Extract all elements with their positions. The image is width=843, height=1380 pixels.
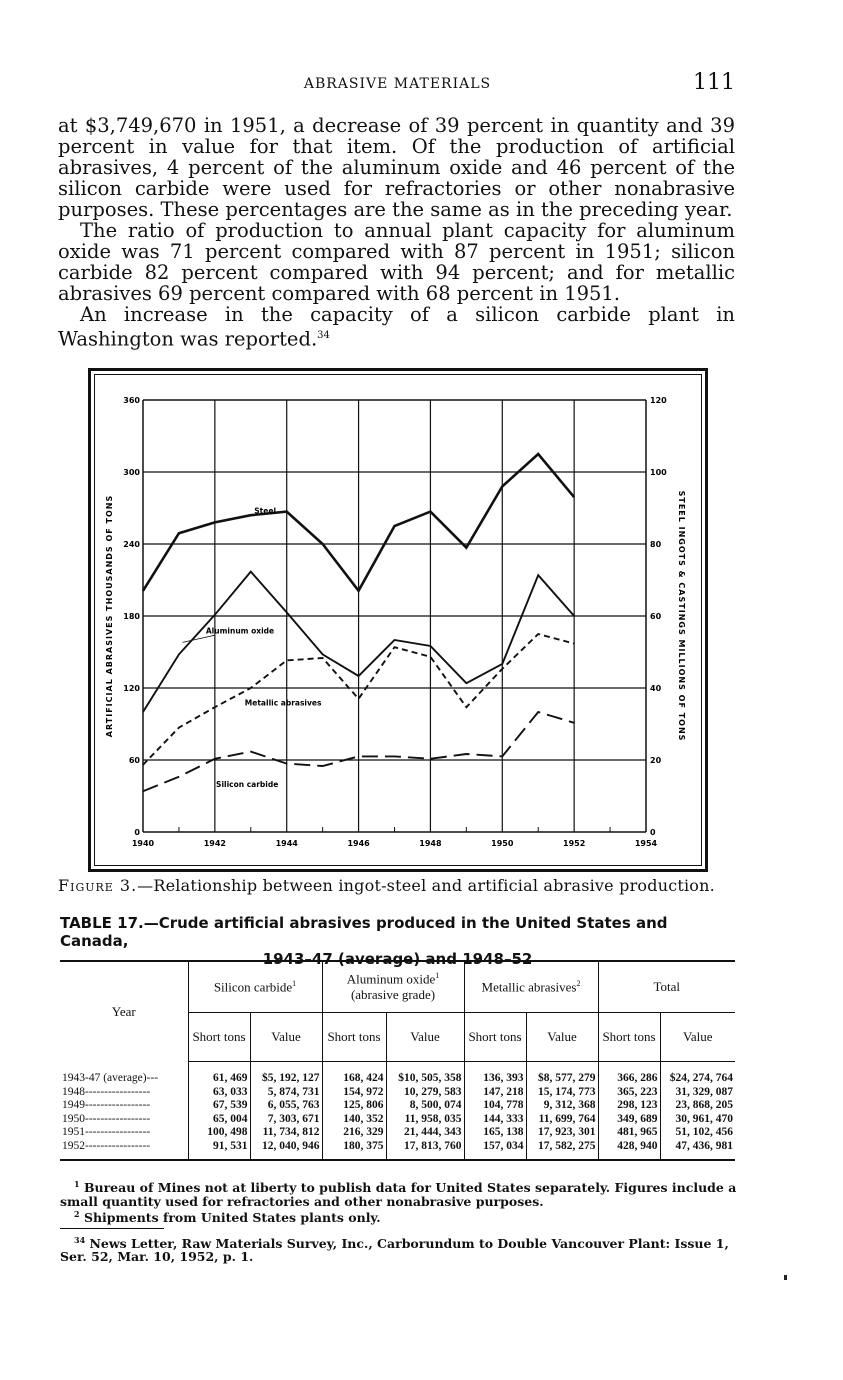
table-cell: 8, 500, 074	[386, 1099, 464, 1113]
subheader-value: Value	[386, 1013, 464, 1062]
group-header-silicon-carbide: Silicon carbide$^1$	[188, 961, 322, 1013]
subheader-value: Value	[526, 1013, 598, 1062]
table-cell: 23, 868, 205	[660, 1099, 735, 1113]
table-cell: 21, 444, 343	[386, 1126, 464, 1140]
y-tick-label: 300	[123, 468, 140, 477]
table-title-line-1: TABLE 17.—Crude artificial abrasives produced in the United States and Canada,	[60, 914, 668, 950]
table-cell: 67, 539	[188, 1099, 250, 1113]
table-cell: $10, 505, 358	[386, 1072, 464, 1086]
group-header-metallic-abrasives: Metallic abrasives$^2$	[464, 961, 598, 1013]
x-tick-label: 1954	[634, 839, 658, 848]
row-year: 1951-----------------	[62, 1126, 151, 1138]
table-cell: 63, 033	[188, 1086, 250, 1100]
table-cell: 7, 303, 671	[250, 1113, 322, 1127]
running-head: ABRASIVE MATERIALS	[303, 76, 492, 92]
page-number: 111	[693, 70, 735, 95]
series-label: Silicon carbide	[216, 780, 279, 789]
series-label: Steel	[254, 506, 277, 516]
group-header-aluminum-oxide: Aluminum oxide$^1$ (abrasive grade)	[322, 961, 464, 1013]
y2-tick-label: 20	[650, 756, 662, 765]
table-cell: 125, 806	[322, 1099, 386, 1113]
row-year: 1948-----------------	[62, 1085, 151, 1098]
table-title-line-2: 1943–47 (average) and 1948–52	[262, 950, 533, 968]
y2-tick-label: 120	[650, 396, 667, 405]
subheader-value: Value	[660, 1013, 735, 1062]
table-cell: 11, 958, 035	[386, 1113, 464, 1127]
table-cell: 349, 689	[598, 1113, 660, 1127]
table-cell: 481, 965	[598, 1126, 660, 1140]
table-body	[60, 1062, 735, 1162]
table-row	[60, 1086, 735, 1100]
table-cell: 366, 286	[598, 1072, 660, 1086]
table-cell: 154, 972	[322, 1086, 386, 1100]
table-cell: 17, 813, 760	[386, 1140, 464, 1161]
table-cell: 100, 498	[188, 1126, 250, 1140]
y-tick-label: 180	[123, 612, 140, 621]
print-speck	[784, 1275, 787, 1280]
table-cell: 216, 329	[322, 1126, 386, 1140]
y2-axis-label: STEEL INGOTS & CASTINGS MILLIONS OF TONS	[677, 490, 686, 742]
table-cell: 180, 375	[322, 1140, 386, 1161]
series-label: Metallic abrasives	[244, 698, 322, 708]
table-cell: 365, 223	[598, 1086, 660, 1100]
y-tick-label: 360	[123, 396, 140, 405]
table-row	[60, 1140, 735, 1161]
figure-caption-label: Figure 3.	[58, 876, 138, 895]
table-cell: 157, 034	[464, 1140, 526, 1161]
y2-tick-label: 0	[650, 828, 656, 837]
table-cell: 11, 699, 764	[526, 1113, 598, 1127]
row-year: 1949-----------------	[62, 1099, 151, 1111]
y-tick-label: 60	[128, 756, 140, 765]
row-year: 1943-47 (average)---	[62, 1072, 159, 1084]
y2-tick-label: 100	[650, 468, 667, 477]
table-cell: 5, 874, 731	[250, 1086, 322, 1100]
label-leader-line	[183, 635, 215, 642]
y2-tick-label: 40	[650, 684, 662, 693]
y-tick-label: 120	[123, 684, 140, 693]
table-cell: 12, 040, 946	[250, 1140, 322, 1161]
body-text	[58, 115, 735, 350]
table-cell: 104, 778	[464, 1099, 526, 1113]
table-cell: 61, 469	[188, 1072, 250, 1086]
table-cell: 51, 102, 456	[660, 1126, 735, 1140]
footnote-2: $^2$ Shipments from United States plants only.	[74, 1209, 381, 1226]
y2-tick-label: 60	[650, 612, 662, 621]
paragraph-3-text: An increase in the capacity of a silicon carbide plant in Washington was reported.	[58, 303, 735, 351]
table-cell: 17, 923, 301	[526, 1126, 598, 1140]
page-header	[60, 72, 735, 102]
table-cell: 298, 123	[598, 1099, 660, 1113]
production-chart	[91, 371, 705, 869]
table-row	[60, 1126, 735, 1140]
figure-caption-text: —Relationship between ingot-steel and artificial abrasive production.	[137, 876, 715, 895]
table-row	[60, 1072, 735, 1086]
paragraph-1: at $3,749,670 in 1951, a decrease of 39 percent in quantity and 39 percent in value for that item. Of the production of artificial abrasives, 4 percent of the aluminum oxide and 46 percent of the silicon carbide were used for refractories or other nonabrasive purposes. These percentages are the same as in the preceding year.	[58, 114, 735, 221]
table-cell: 91, 531	[188, 1140, 250, 1161]
x-tick-label: 1940	[131, 839, 155, 848]
y2-tick-label: 80	[650, 540, 662, 549]
year-header: Year	[60, 961, 188, 1062]
table-cell: 10, 279, 583	[386, 1086, 464, 1100]
table-cell: $8, 577, 279	[526, 1072, 598, 1086]
footnotes	[60, 1178, 737, 1264]
table-cell: 140, 352	[322, 1113, 386, 1127]
subheader-value: Value	[250, 1013, 322, 1062]
table-cell: 47, 436, 981	[660, 1140, 735, 1161]
table-cell: $5, 192, 127	[250, 1072, 322, 1086]
figure-caption	[58, 876, 715, 895]
table-cell: 136, 393	[464, 1072, 526, 1086]
paragraph-3	[58, 304, 735, 350]
footnote-1: $^1$ Bureau of Mines not at liberty to publish data for United States separately. Figures include a small quantity used for refractories and other nonabrasive purposes.	[60, 1179, 737, 1209]
table-cell: 65, 004	[188, 1113, 250, 1127]
group-header-total: Total	[598, 961, 735, 1013]
table-cell: 6, 055, 763	[250, 1099, 322, 1113]
table-cell: 9, 312, 368	[526, 1099, 598, 1113]
x-tick-label: 1944	[275, 839, 298, 848]
table-row	[60, 1113, 735, 1127]
table-cell: 31, 329, 087	[660, 1086, 735, 1100]
footnote-ref-34: 34	[317, 330, 330, 341]
table-cell: 147, 218	[464, 1086, 526, 1100]
subheader-short-tons: Short tons	[188, 1013, 250, 1062]
table-cell: $24, 274, 764	[660, 1072, 735, 1086]
table-cell: 144, 333	[464, 1113, 526, 1127]
x-tick-label: 1942	[203, 839, 226, 848]
table-cell: 17, 582, 275	[526, 1140, 598, 1161]
table-cell: 30, 961, 470	[660, 1113, 735, 1127]
paragraph-2: The ratio of production to annual plant capacity for aluminum oxide was 71 percent compared with 87 percent in 1951; silicon carbide 82 percent compared with 94 percent; and for metallic abrasives 69 percent compared with 68 percent in 1951.	[58, 219, 735, 305]
y-axis-label: ARTIFICIAL ABRASIVES THOUSANDS OF TONS	[105, 494, 114, 738]
table-cell: 15, 174, 773	[526, 1086, 598, 1100]
series-label: Aluminum oxide	[205, 626, 275, 636]
subheader-short-tons: Short tons	[322, 1013, 386, 1062]
x-tick-label: 1950	[491, 839, 514, 848]
x-tick-label: 1948	[419, 839, 442, 848]
table-cell: 11, 734, 812	[250, 1126, 322, 1140]
table-cell: 428, 940	[598, 1140, 660, 1161]
abrasives-table	[60, 960, 735, 1161]
footnote-rule	[60, 1228, 164, 1229]
y-tick-label: 0	[134, 828, 140, 837]
figure-3	[88, 368, 708, 872]
row-year: 1950-----------------	[62, 1112, 151, 1125]
row-year: 1952-----------------	[62, 1139, 151, 1152]
table-cell: 165, 138	[464, 1126, 526, 1140]
table-row	[60, 1099, 735, 1113]
y-tick-label: 240	[123, 540, 140, 549]
subheader-short-tons: Short tons	[598, 1013, 660, 1062]
footnote-34: $^{34}$ News Letter, Raw Materials Survey, Inc., Carborundum to Double Vancouver Plant: Issue 1, Ser. 52, Mar. 10, 1952, p. 1.	[60, 1234, 729, 1265]
x-tick-label: 1946	[347, 839, 370, 848]
subheader-short-tons: Short tons	[464, 1013, 526, 1062]
x-tick-label: 1952	[563, 839, 586, 848]
table-bottom-rule	[60, 1160, 735, 1161]
table-cell: 168, 424	[322, 1072, 386, 1086]
